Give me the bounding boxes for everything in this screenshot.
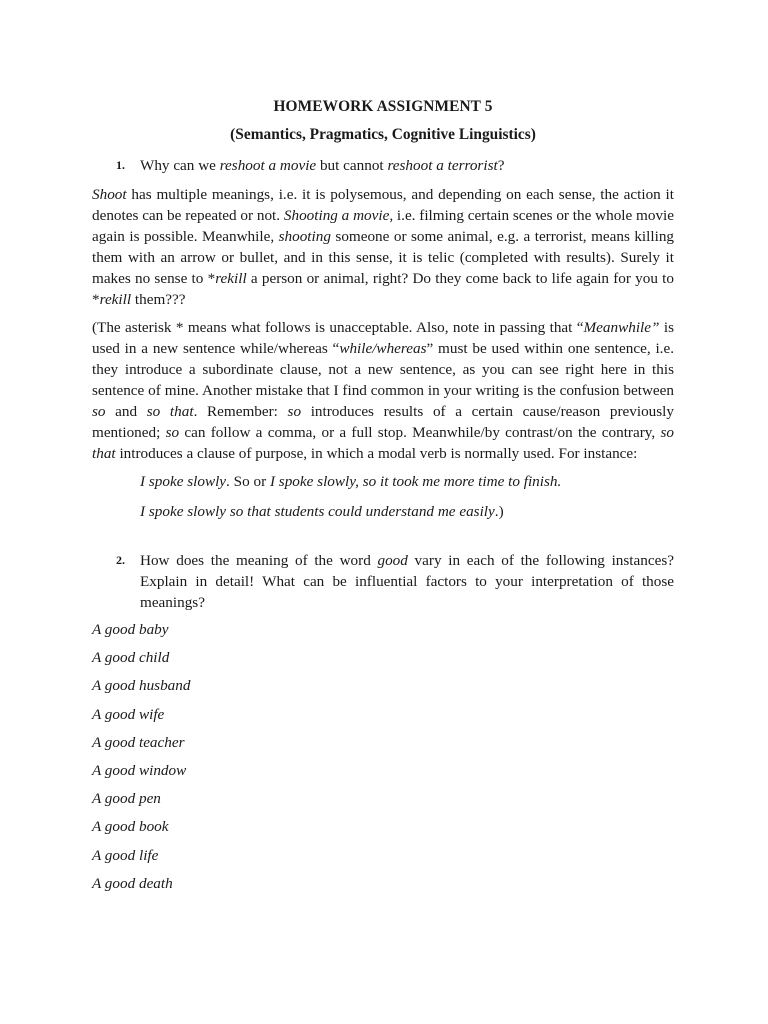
- list-item: A good pen: [92, 790, 161, 808]
- p2-italic: Meanwhile”: [583, 319, 660, 336]
- answer-paragraph-2: [92, 317, 674, 464]
- p2-italic: while/whereas: [339, 340, 427, 357]
- p2-italic: so that: [146, 403, 194, 420]
- example-2-part: .): [494, 503, 504, 520]
- p2-text: can follow a comma, or a full stop. Meanwhile/by contrast/on the contrary,: [179, 424, 661, 441]
- p1-text: has multiple meanings, i.e. it is polysemous, and depending on each sense, the action it denotes can be repeated or not.: [92, 186, 674, 224]
- p1-text: someone or some animal, e.g. a terrorist, means killing them with an arrow or bullet, and in this sense, it is telic (completed with results). Surely it makes no sense to *: [92, 228, 675, 287]
- p1-italic: rekill: [215, 270, 247, 287]
- example-1-part: I spoke slowly, so it took me more time to finish.: [269, 473, 562, 490]
- q1-text-italic: reshoot a movie: [219, 157, 317, 174]
- p1-italic: Shooting a movie: [283, 207, 390, 224]
- example-sentence-2: [140, 501, 674, 522]
- list-item: A good window: [92, 761, 187, 779]
- p2-text: introduces a clause of purpose, in which a modal verb is normally used. For instance:: [115, 445, 638, 462]
- q2-text-part: How does the meaning of the word: [140, 552, 378, 569]
- p2-text: . Remember:: [193, 403, 288, 420]
- question-1-number: 1.: [116, 158, 125, 172]
- question-2: [92, 550, 674, 613]
- question-2-text: [140, 550, 674, 613]
- p2-text: is used in a new sentence while/whereas “: [92, 319, 674, 357]
- example-2-part: I spoke slowly so that students could understand me easily: [140, 503, 495, 520]
- list-item: A good life: [92, 846, 159, 864]
- list-item: A good death: [92, 874, 173, 892]
- p2-text: ” must be used within one sentence, i.e. they introduce a subordinate clause, not a new sentence, as you can see right here in this sentence of mine. Another mistake that I find common in your writing is the confusion between: [92, 340, 675, 399]
- p2-text: introduces results of a certain cause/reason previously mentioned;: [92, 403, 674, 441]
- q1-text-italic: reshoot a terrorist: [387, 157, 498, 174]
- p2-italic: so: [92, 403, 106, 420]
- p1-text: a person or animal, right? Do they come back to life again for you to *: [92, 270, 674, 308]
- p2-italic: so: [165, 424, 180, 441]
- assignment-subtitle: (Semantics, Pragmatics, Cognitive Linguistics): [230, 126, 536, 143]
- q2-text-part: vary in each of the following instances? Explain in detail! What can be influential factors to your interpretation of those meanings?: [140, 552, 674, 611]
- q2-text-italic: good: [377, 552, 408, 569]
- example-1-part: or: [249, 473, 270, 490]
- list-item: A good book: [92, 818, 169, 836]
- question-2-number: 2.: [116, 553, 125, 567]
- p2-italic: so: [287, 403, 302, 420]
- q1-text-part: but cannot: [316, 157, 388, 174]
- good-phrases-list: [92, 619, 674, 901]
- list-item: A good baby: [92, 621, 169, 638]
- p1-italic: shooting: [278, 228, 331, 245]
- q1-text-part: Why can we: [140, 157, 220, 174]
- p2-italic: so that: [92, 424, 674, 462]
- assignment-title: HOMEWORK ASSIGNMENT 5: [273, 98, 493, 115]
- list-item: A good teacher: [92, 733, 185, 751]
- list-item: A good wife: [92, 705, 165, 723]
- p2-text: and: [105, 403, 147, 420]
- example-sentence-1: [140, 471, 674, 492]
- answer-paragraph-1: [92, 184, 674, 310]
- q1-text-part: ?: [497, 157, 505, 174]
- p1-italic: Shoot: [92, 186, 127, 203]
- p2-text: (The asterisk * means what follows is unacceptable. Also, note in passing that “: [92, 319, 584, 336]
- example-1-part: I spoke slowly: [140, 473, 227, 490]
- list-item: A good child: [92, 649, 170, 667]
- list-item: A good husband: [92, 677, 191, 695]
- question-1-text: [140, 155, 674, 176]
- p1-text: , i.e. filming certain scenes or the whole movie again is possible. Meanwhile,: [92, 207, 675, 245]
- p1-italic: rekill: [99, 291, 132, 308]
- p1-text: them???: [131, 291, 186, 308]
- example-1-part: . So: [226, 473, 250, 490]
- question-1: [92, 155, 674, 176]
